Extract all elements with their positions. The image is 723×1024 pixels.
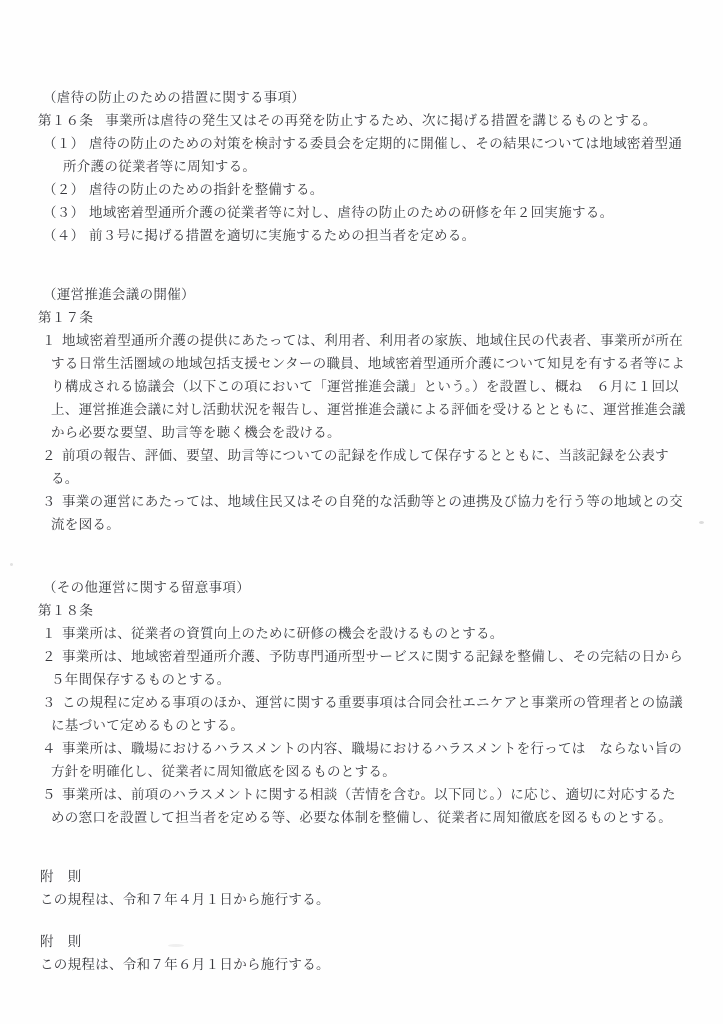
paragraph [38,691,689,737]
section-abuse-prevention [38,86,689,247]
paragraph-number: ３ [42,695,56,710]
article-number: 第１８条 [38,603,94,618]
scan-speck [168,944,184,947]
article-16-line [38,109,689,132]
paragraph [38,329,689,444]
article-text: 事業所は虐待の発生又はその再発を防止するため、次に掲げる措置を講じるものとする。 [105,113,657,128]
article-number: 第１７条 [38,310,94,325]
paragraph [38,645,689,691]
item-text: 虐待の防止のための指針を整備する。 [89,182,324,197]
paragraph [38,783,689,829]
article-17-line [38,306,689,329]
paragraph-text: 前項の報告、評価、要望、助言等についての記録を作成して保存するとともに、当該記録を公表する。 [51,448,669,486]
section-other-notes [38,576,689,829]
supplementary-label: 附 則 [40,869,82,884]
supplementary-provision-1 [38,865,689,911]
section-management-meeting [38,283,689,536]
item-number: （４） [43,228,85,243]
paragraph [38,622,689,645]
effective-date-text: この規程は、令和７年４月１日から施行する。 [40,892,330,907]
supplementary-provision-2 [38,930,689,976]
paragraph [38,444,689,490]
section-heading: （運営推進会議の開催） [43,287,195,302]
section-heading: （虐待の防止のための措置に関する事項） [43,90,306,105]
supplementary-label: 附 則 [40,934,82,949]
paragraph-text: この規程に定める事項のほか、運営に関する重要事項は合同会社エニケアと事業所の管理者との協議に基づいて定めるものとする。 [51,695,683,733]
paragraph-number: １ [42,333,56,348]
item-number: （１） [43,136,85,151]
paragraph [38,490,689,536]
paragraph-number: ５ [42,787,56,802]
item-text: 前３号に掲げる措置を適切に実施するための担当者を定める。 [89,228,476,243]
list-item [38,178,689,201]
list-item [38,132,689,178]
paragraph-text: 事業所は、従業者の資質向上のために研修の機会を設けるものとする。 [62,626,504,641]
section-heading: （その他運営に関する留意事項） [43,580,250,595]
article-18-line [38,599,689,622]
paragraph-number: ３ [42,494,56,509]
item-text: 虐待の防止のための対策を検討する委員会を定期的に開催し、その結果については地域密着型通所介護の従業者等に周知する。 [63,136,683,174]
article-number: 第１６条 [38,113,94,128]
effective-date-text: この規程は、令和７年６月１日から施行する。 [40,957,330,972]
paragraph-text: 事業所は、職場におけるハラスメントの内容、職場におけるハラスメントを行っては ならない旨の方針を明確化し、従業者に周知徹底を図るものとする。 [51,741,683,779]
item-number: （２） [43,182,85,197]
paragraph-text: 事業所は、地域密着型通所介護、予防専門通所型サービスに関する記録を整備し、その完結の日から５年間保存するものとする。 [51,649,683,687]
scan-speck [10,563,13,566]
scan-speck [699,521,704,524]
item-number: （３） [43,205,85,220]
paragraph-number: ２ [42,448,56,463]
paragraph-text: 事業所は、前項のハラスメントに関する相談（苦情を含む。以下同じ。）に応じ、適切に対応するための窓口を設置して担当者を定める等、必要な体制を整備し、従業者に周知徹底を図るものとする。 [51,787,676,825]
item-text: 地域密着型通所介護の従業者等に対し、虐待の防止のための研修を年２回実施する。 [89,205,614,220]
paragraph-number: ４ [42,741,56,756]
paragraph [38,737,689,783]
paragraph-number: １ [42,626,56,641]
paragraph-text: 事業の運営にあたっては、地域住民又はその自発的な活動等との連携及び協力を行う等の地域との交流を図る。 [51,494,683,532]
paragraph-number: ２ [42,649,56,664]
list-item [38,201,689,224]
paragraph-text: 地域密着型通所介護の提供にあたっては、利用者、利用者の家族、地域住民の代表者、事業所が所在する日常生活圏域の地域包括支援センターの職員、地域密着型通所介護について知見を有する者等により構成される協議会（以下この項において「運営推進会議」という。）を設置し、概ね ６月に１回以上、運営推進会議に対し活動状況を報告し、運営推進会議による評価を受けるとともに、運営推進会議から必要な要望、助言等を聴く機会を設ける。 [51,333,686,440]
list-item [38,224,689,247]
